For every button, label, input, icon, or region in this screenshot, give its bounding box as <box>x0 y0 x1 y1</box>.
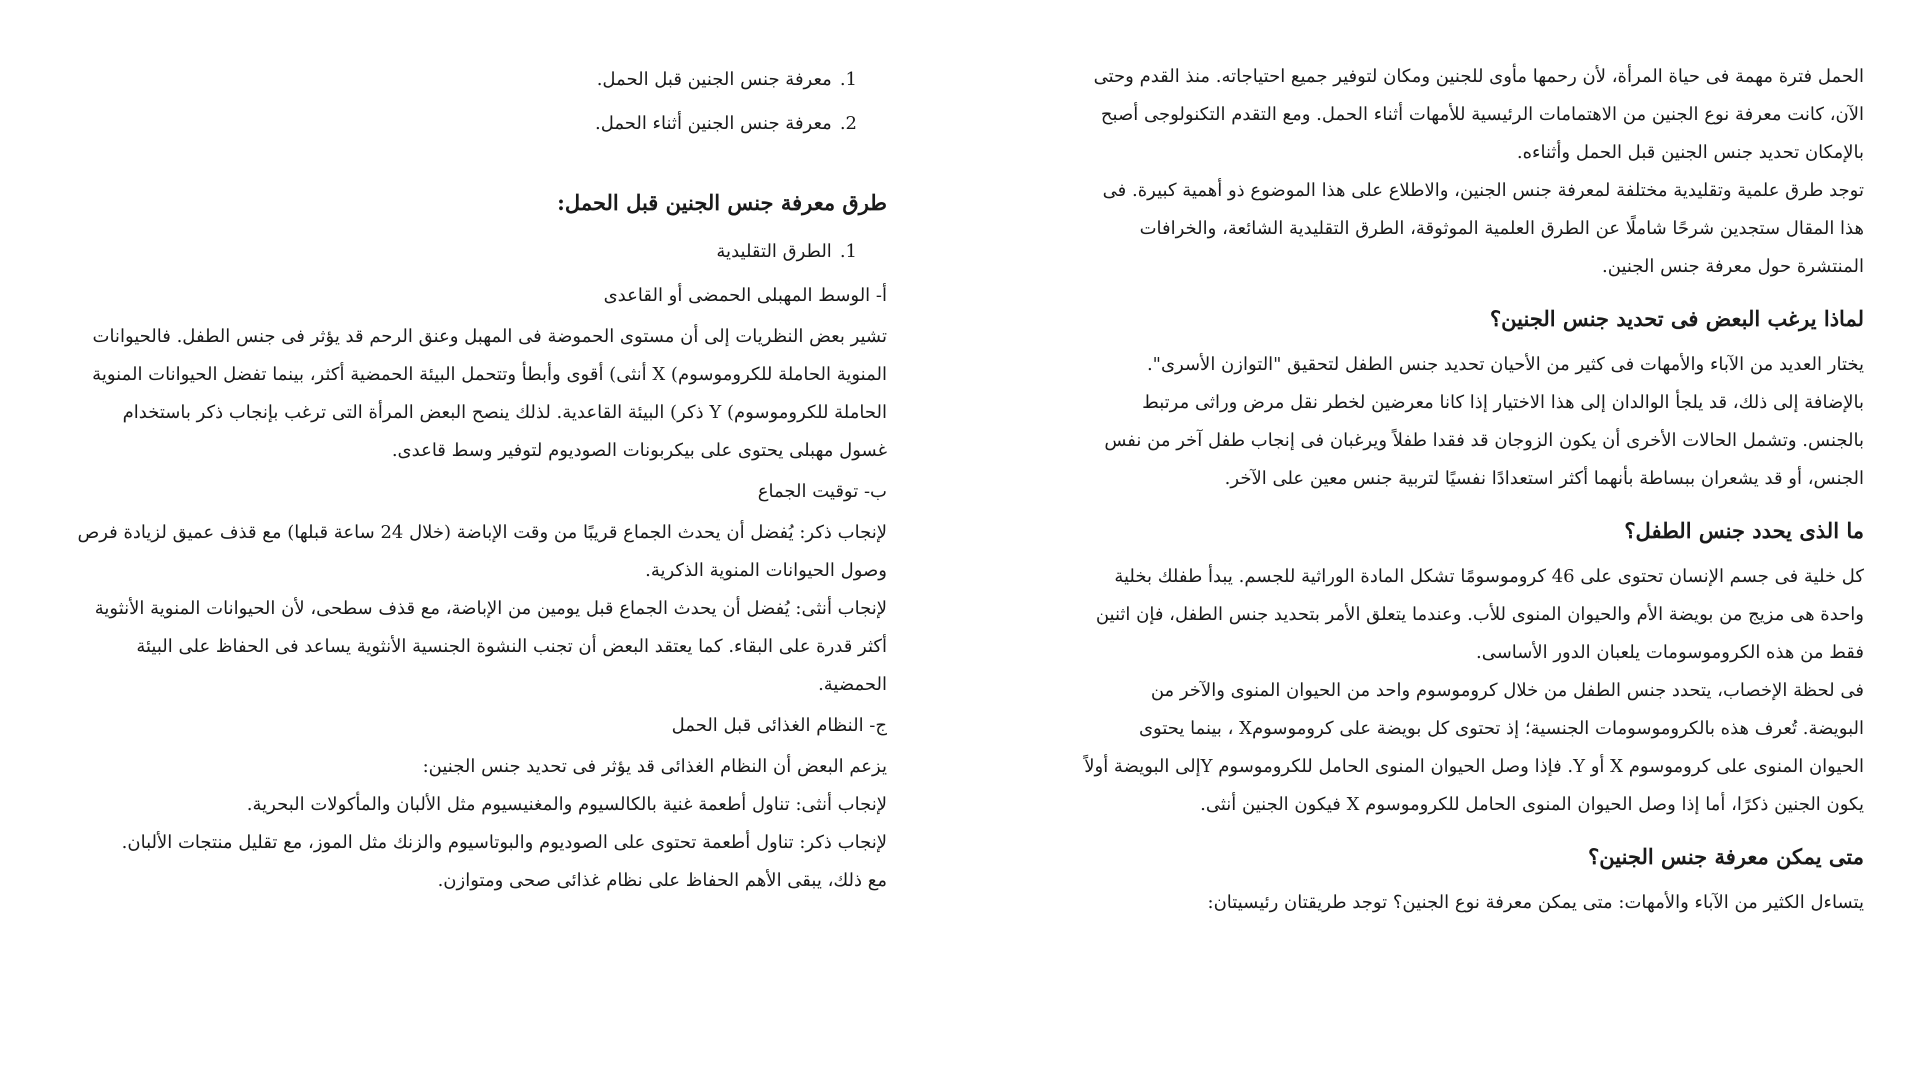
list-item-traditional-methods <box>75 230 887 274</box>
list-item-number: 2. <box>839 113 857 134</box>
heading-when-know-gender: متى يمكن معرفة جنس الجنين؟ <box>1588 844 1864 869</box>
paragraph-vaginal-ph: تشير بعض النظريات إلى أن مستوى الحموضة فى المهبل وعنق الرحم قد يؤثر فى جنس الطفل. فالحيوانات المنوية الحاملة للكروموسوم) X أنثى) أقوى وأبطأ وتتحمل البيئة الحمضية أكثر، بينما تفضل الحيوانات المنوية الحاملة للكروموسوم) Y ذكر) البيئة القاعدية. لذلك ينصح البعض المرأة التى ترغب بإنجاب ذكر باستخدام غسول مهبلى يحتوى على بيكربونات الصوديوم لتوفير وسط قاعدى. <box>92 326 887 461</box>
intro-paragraph-2: توجد طرق علمية وتقليدية مختلفة لمعرفة جنس الجنين، والاطلاع على هذا الموضوع ذو أهمية كبيرة. فى هذا المقال ستجدين شرحًا شاملًا عن الطرق العلمية الموثوقة، الطرق التقليدية الشائعة، والخرافات المنتشرة حول معرفة جنس الجنين. <box>1102 180 1864 277</box>
section-what-paragraph-1: كل خلية فى جسم الإنسان تحتوى على 46 كروموسومًا تشكل المادة الوراثية للجسم. يبدأ طفلك بخلية واحدة هى مزيج من بويضة الأم والحيوان المنوى للأب. وعندما يتعلق الأمر بتحديد جنس الطفل، فإن اثنين فقط من هذه الكروموسومات يلعبان الدور الأساسى. <box>1095 566 1864 663</box>
paragraph-diet-male: لإنجاب ذكر: تناول أطعمة تحتوى على الصوديوم والبوتاسيوم والزنك مثل الموز، مع تقليل منتجات الألبان. <box>121 832 887 853</box>
intro-paragraph-1: الحمل فترة مهمة فى حياة المرأة، لأن رحمها مأوى للجنين ومكان لتوفير جميع احتياجاته. منذ القدم وحتى الآن، كانت معرفة نوع الجنين من الاهتمامات الرئيسية للأمهات أثناء الحمل. ومع التقدم التكنولوجى أصبح بالإمكان تحديد جنس الجنين قبل الحمل وأثناءه. <box>1093 66 1864 163</box>
heading-what-determines-gender: ما الذى يحدد جنس الطفل؟ <box>1624 518 1864 543</box>
paragraph-diet-outro: مع ذلك، يبقى الأهم الحفاظ على نظام غذائى صحى ومتوازن. <box>437 870 887 891</box>
subheading-intercourse-timing: ب- توقيت الجماع <box>757 481 887 502</box>
list-item-number: 1. <box>839 69 857 90</box>
paragraph-diet-female: لإنجاب أنثى: تناول أطعمة غنية بالكالسيوم والمغنيسيوم مثل الألبان والمأكولات البحرية. <box>246 794 887 815</box>
list-item <box>75 102 887 146</box>
paragraph-timing-male: لإنجاب ذكر: يُفضل أن يحدث الجماع قريبًا من وقت الإباضة (خلال 24 ساعة قبلها) مع قذف عميق لزيادة فرص وصول الحيوانات المنوية الذكرية. <box>77 522 887 581</box>
subheading-vaginal-ph: أ- الوسط المهبلى الحمضى أو القاعدى <box>603 285 887 306</box>
heading-methods-before-pregnancy: طرق معرفة جنس الجنين قبل الحمل: <box>557 190 887 215</box>
list-item-text: الطرق التقليدية <box>716 241 832 262</box>
section-what-paragraph-2: فى لحظة الإخصاب، يتحدد جنس الطفل من خلال كروموسوم واحد من الحيوان المنوى والآخر من البويضة. تُعرف هذه بالكروموسومات الجنسية؛ إذ تحتوى كل بويضة على كروموسومX ، بينما يحتوى الحيوان المنوى على كروموسوم X أو Y. فإذا وصل الحيوان المنوى الحامل للكروموسوم Yإلى البويضة أولاً يكون الجنين ذكرًا، أما إذا وصل الحيوان المنوى الحامل للكروموسوم X فيكون الجنين أنثى. <box>1084 680 1864 815</box>
paragraph-diet-intro: يزعم البعض أن النظام الغذائى قد يؤثر فى تحديد جنس الجنين: <box>422 756 887 777</box>
heading-why-determine-gender: لماذا يرغب البعض فى تحديد جنس الجنين؟ <box>1490 306 1864 331</box>
subheading-diet: ج- النظام الغذائى قبل الحمل <box>671 715 887 736</box>
paragraph-timing-female: لإنجاب أنثى: يُفضل أن يحدث الجماع قبل يومين من الإباضة، مع قذف سطحى، لأن الحيوانات المنوية الأنثوية أكثر قدرة على البقاء. كما يعتقد البعض أن تجنب النشوة الجنسية الأنثوية يساعد فى الحفاظ على البيئة الحمضية. <box>94 598 887 695</box>
section-when-paragraph: يتساءل الكثير من الآباء والأمهات: متى يمكن معرفة نوع الجنين؟ توجد طريقتان رئيسيتان: <box>1207 892 1864 913</box>
article-column-left <box>75 58 887 900</box>
article-column-right <box>1084 58 1864 922</box>
section-why-paragraph: يختار العديد من الآباء والأمهات فى كثير من الأحيان تحديد جنس الطفل لتحقيق "التوازن الأسرى". بالإضافة إلى ذلك، قد يلجأ الوالدان إلى هذا الاختيار إذا كانا معرضين لخطر نقل مرض وراثى مرتبط بالجنس. وتشمل الحالات الأخرى أن يكون الزوجان قد فقدا طفلاً ويرغبان فى إنجاب طفل آخر من نفس الجنس، أو قد يشعران ببساطة بأنهما أكثر استعدادًا نفسيًا لتربية جنس معين على الآخر. <box>1104 354 1864 489</box>
list-item-number: 1. <box>839 241 857 262</box>
list-item <box>75 58 887 102</box>
list-item-text: معرفة جنس الجنين قبل الحمل. <box>596 69 832 90</box>
list-item-text: معرفة جنس الجنين أثناء الحمل. <box>594 113 832 134</box>
